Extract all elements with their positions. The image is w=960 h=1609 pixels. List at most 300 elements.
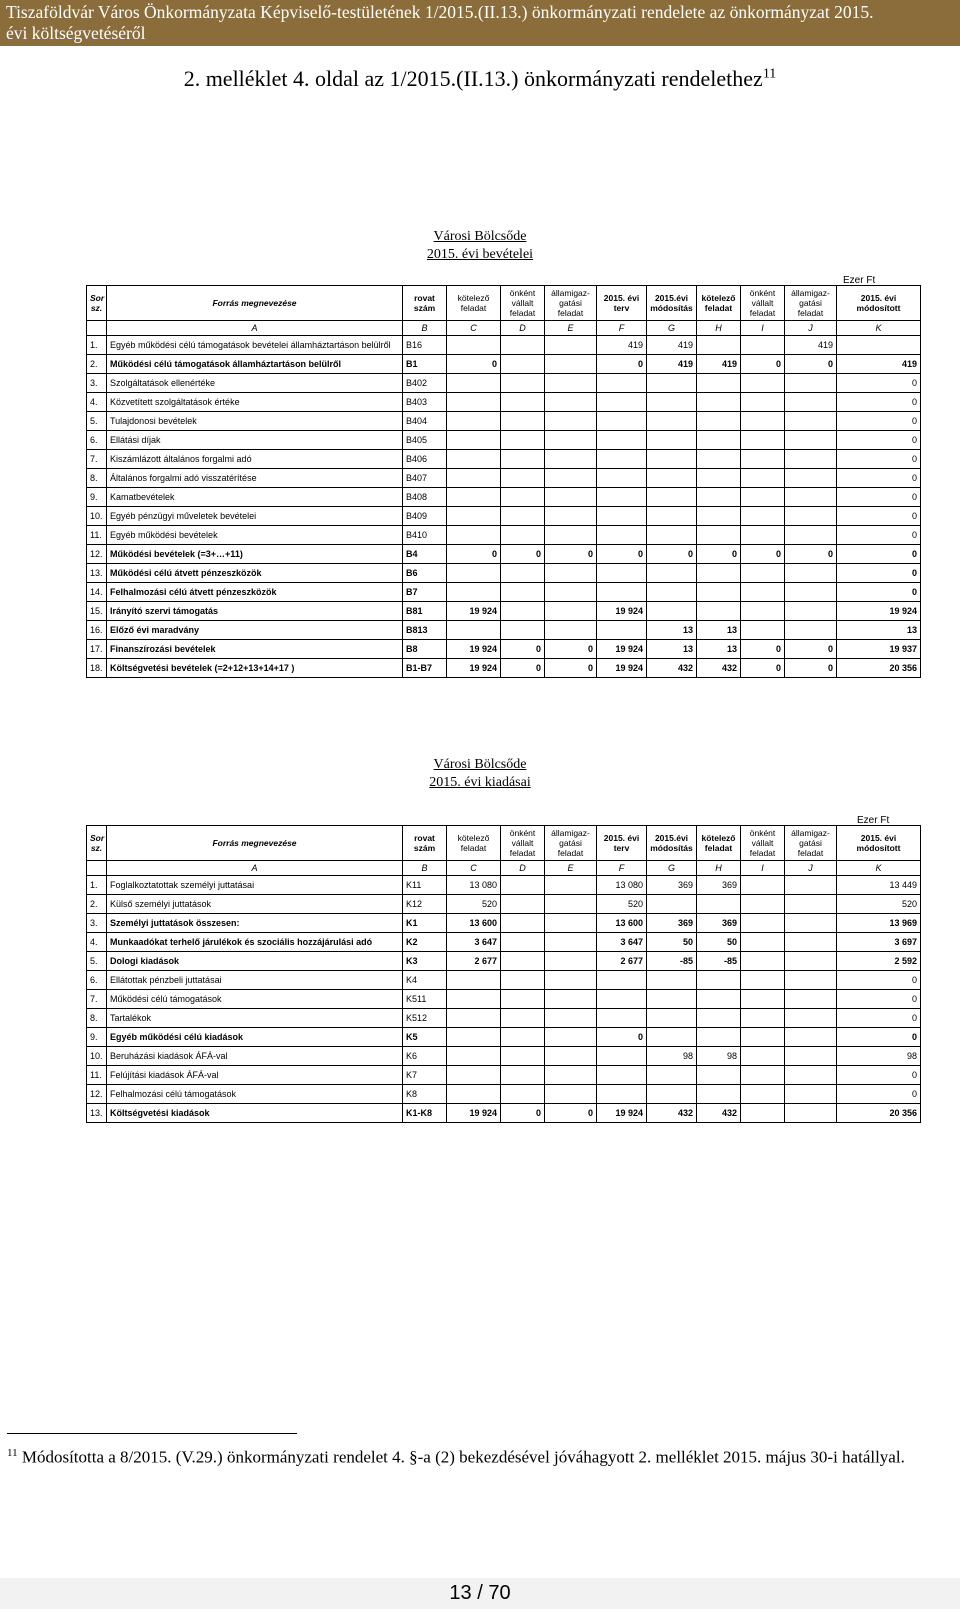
row-value [741,933,785,952]
row-value [545,1028,597,1047]
row-value [597,1047,647,1066]
row-value [741,412,785,431]
row-value [545,507,597,526]
row-value: 19 924 [447,1104,501,1123]
row-value: 0 [837,1009,921,1028]
row-value [545,1047,597,1066]
row-value [785,1028,837,1047]
row-value: 0 [837,526,921,545]
annex-title-text: 2. melléklet 4. oldal az 1/2015.(II.13.) önkormányzati rendelethez [183,66,763,91]
row-value: 0 [837,412,921,431]
row-value: 432 [647,659,697,678]
column-header: kötelező feladat [447,826,501,861]
row-code: B8 [403,640,447,659]
row-name: Közvetített szolgáltatások értéke [107,393,403,412]
column-letter: B [403,861,447,876]
row-value: 0 [501,659,545,678]
expense-title [0,756,960,792]
row-value [785,1047,837,1066]
row-value [647,507,697,526]
column-letter: J [785,861,837,876]
row-value [697,990,741,1009]
row-number: 15. [87,602,107,621]
row-name: Működési célú átvett pénzeszközök [107,564,403,583]
row-code: K7 [403,1066,447,1085]
row-value [501,355,545,374]
row-value [697,374,741,393]
row-value: 0 [741,545,785,564]
column-letter: E [545,861,597,876]
row-value [447,450,501,469]
row-value [447,1066,501,1085]
row-value [501,971,545,990]
row-code: B4 [403,545,447,564]
row-number: 7. [87,990,107,1009]
row-name: Előző évi maradvány [107,621,403,640]
row-value: 0 [741,640,785,659]
row-value [545,583,597,602]
row-value: 369 [697,914,741,933]
table-row [87,336,921,355]
row-value [741,336,785,355]
row-value [785,507,837,526]
row-value [597,393,647,412]
expense-title-line2: 2015. évi kiadásai [429,775,531,790]
page-indicator: 13 / 70 [0,1578,960,1609]
row-number: 12. [87,1085,107,1104]
table-row [87,933,921,952]
row-value [447,1028,501,1047]
row-value [741,990,785,1009]
row-value [697,1066,741,1085]
row-value [447,412,501,431]
row-value: 3 647 [447,933,501,952]
row-value [545,1009,597,1028]
row-value [545,526,597,545]
row-number: 3. [87,374,107,393]
row-number: 6. [87,431,107,450]
row-number: 18. [87,659,107,678]
row-value [697,1009,741,1028]
row-value [785,895,837,914]
row-value [741,1009,785,1028]
row-code: K5 [403,1028,447,1047]
column-header: rovat szám [403,826,447,861]
row-value [647,602,697,621]
row-value: 13 969 [837,914,921,933]
column-letter: C [447,321,501,336]
expense-unit: Ezer Ft [857,815,890,826]
row-number: 1. [87,876,107,895]
row-value [545,488,597,507]
row-value: 2 677 [597,952,647,971]
table-row [87,450,921,469]
column-letter: A [107,861,403,876]
row-name: Felhalmozási célú átvett pénzeszközök [107,583,403,602]
row-value [501,1085,545,1104]
row-value [697,583,741,602]
table-row [87,640,921,659]
row-value: 0 [741,355,785,374]
row-value [447,374,501,393]
row-value [785,914,837,933]
row-value [501,602,545,621]
row-value [741,564,785,583]
row-name: Kiszámlázott általános forgalmi adó [107,450,403,469]
row-value [785,1104,837,1123]
row-value [597,450,647,469]
footnote-number: 11 [7,1447,18,1459]
column-letter: I [741,861,785,876]
column-letter: G [647,321,697,336]
row-code: B407 [403,469,447,488]
row-value [447,1047,501,1066]
row-value: 19 924 [597,659,647,678]
row-value: 419 [785,336,837,355]
row-name: Működési célú támogatások [107,990,403,1009]
row-value [697,564,741,583]
row-name: Munkaadókat terhelő járulékok és szociális hozzájárulási adó [107,933,403,952]
row-value: 369 [647,876,697,895]
row-value: 19 924 [447,640,501,659]
row-value [785,526,837,545]
row-value: 0 [741,659,785,678]
row-value: 19 924 [447,602,501,621]
row-value: 2 592 [837,952,921,971]
column-letter: D [501,861,545,876]
row-value: 0 [545,1104,597,1123]
row-value: 432 [697,1104,741,1123]
table-row [87,659,921,678]
document-header [0,0,960,46]
row-value [545,952,597,971]
row-name: Tartalékok [107,1009,403,1028]
row-name: Tulajdonosi bevételek [107,412,403,431]
row-value [501,621,545,640]
row-value: 432 [697,659,741,678]
row-value [501,990,545,1009]
row-value [501,914,545,933]
column-header: rovat szám [403,286,447,321]
row-value: 19 924 [597,602,647,621]
table-row [87,952,921,971]
row-value [647,1066,697,1085]
table-row [87,876,921,895]
table-row [87,895,921,914]
row-code: K3 [403,952,447,971]
row-value [741,507,785,526]
row-value [647,526,697,545]
income-title [0,228,960,264]
row-value: 13 [647,621,697,640]
row-code: B81 [403,602,447,621]
row-name: Működési bevételek (=3+…+11) [107,545,403,564]
row-code: K6 [403,1047,447,1066]
row-value [597,971,647,990]
row-name: Általános forgalmi adó visszatérítése [107,469,403,488]
row-value [447,621,501,640]
row-code: B16 [403,336,447,355]
row-number: 1. [87,336,107,355]
row-value [697,393,741,412]
column-header: 2015. évi módosított [837,286,921,321]
row-value: 13 449 [837,876,921,895]
row-value [785,876,837,895]
table-row [87,431,921,450]
table-row [87,1104,921,1123]
row-value: 0 [597,545,647,564]
row-value: 0 [837,431,921,450]
row-name: Felújítási kiadások ÁFÁ-val [107,1066,403,1085]
row-value [501,431,545,450]
row-value [597,1066,647,1085]
row-value [501,526,545,545]
row-value [545,564,597,583]
row-value [741,602,785,621]
row-value: 432 [647,1104,697,1123]
row-number: 5. [87,412,107,431]
row-value [501,1066,545,1085]
column-header: államigaz-gatási feladat [785,286,837,321]
row-value [501,393,545,412]
column-letter: H [697,321,741,336]
row-value [741,1028,785,1047]
row-value [501,952,545,971]
row-value: 13 [697,640,741,659]
table-row [87,355,921,374]
row-value: 13 080 [447,876,501,895]
footnote-ref[interactable]: 11 [762,66,777,82]
row-value [741,914,785,933]
column-header: 2015.évi módosítás [647,826,697,861]
column-letter: J [785,321,837,336]
row-number: 11. [87,526,107,545]
row-value [741,393,785,412]
row-value [545,374,597,393]
row-number: 13. [87,1104,107,1123]
row-value [447,990,501,1009]
row-number: 5. [87,952,107,971]
row-value: 419 [837,355,921,374]
row-value [545,1085,597,1104]
row-value: 0 [837,971,921,990]
row-value: 0 [837,469,921,488]
row-value [447,583,501,602]
row-name: Kamatbevételek [107,488,403,507]
row-code: K12 [403,895,447,914]
row-value [785,990,837,1009]
row-value [501,336,545,355]
row-number: 11. [87,1066,107,1085]
row-number: 10. [87,1047,107,1066]
row-value [785,393,837,412]
row-value [697,488,741,507]
row-value [597,1009,647,1028]
row-code: K1 [403,914,447,933]
table-row [87,971,921,990]
row-value: 0 [501,1104,545,1123]
row-name: Felhalmozási célú támogatások [107,1085,403,1104]
row-name: Ellátottak pénzbeli juttatásai [107,971,403,990]
row-value [447,431,501,450]
row-value [647,895,697,914]
row-value [597,488,647,507]
row-code: K4 [403,971,447,990]
column-header: Sor sz. [87,826,107,861]
row-value: 0 [597,355,647,374]
row-value [697,971,741,990]
row-value: 0 [447,545,501,564]
column-header: államigaz-gatási feladat [545,826,597,861]
row-value [597,469,647,488]
row-value: 369 [647,914,697,933]
row-value: 0 [837,583,921,602]
row-value: 0 [837,1028,921,1047]
row-value [447,1009,501,1028]
row-value [545,336,597,355]
expense-title-line1: Városi Bölcsőde [433,757,527,772]
row-value: 0 [597,1028,647,1047]
column-header: Forrás megnevezése [107,826,403,861]
row-value: 0 [837,1085,921,1104]
row-number: 9. [87,1028,107,1047]
row-value: 98 [837,1047,921,1066]
row-value: 0 [785,545,837,564]
row-value: 419 [697,355,741,374]
row-value [647,1009,697,1028]
row-code: B408 [403,488,447,507]
row-value [647,450,697,469]
row-value: 13 600 [597,914,647,933]
letter-cell-empty [87,321,107,336]
row-code: B404 [403,412,447,431]
row-value [501,564,545,583]
row-number: 6. [87,971,107,990]
footnote-separator [7,1433,297,1434]
row-value: 0 [545,659,597,678]
row-code: B406 [403,450,447,469]
row-value [741,583,785,602]
row-value [697,602,741,621]
row-name: Finanszírozási bevételek [107,640,403,659]
row-name: Dologi kiadások [107,952,403,971]
row-value [501,488,545,507]
row-value [741,621,785,640]
row-value: 419 [647,355,697,374]
row-name: Költségvetési bevételek (=2+12+13+14+17 ) [107,659,403,678]
row-value [837,336,921,355]
column-letter: A [107,321,403,336]
row-code: K11 [403,876,447,895]
row-value [785,431,837,450]
row-value [597,564,647,583]
table-row [87,526,921,545]
table-row [87,990,921,1009]
row-value [545,914,597,933]
row-value [501,450,545,469]
letters-row [87,861,921,876]
row-value [447,469,501,488]
row-value: -85 [647,952,697,971]
column-letter: H [697,861,741,876]
row-value: 0 [837,374,921,393]
row-value [697,1085,741,1104]
table-row [87,1047,921,1066]
row-value: 520 [447,895,501,914]
row-value [647,374,697,393]
row-code: B1-B7 [403,659,447,678]
row-value [647,393,697,412]
row-value [647,412,697,431]
row-value: 0 [785,355,837,374]
table-row [87,564,921,583]
row-value [697,450,741,469]
row-name: Egyéb pénzügyi műveletek bevételei [107,507,403,526]
row-code: B410 [403,526,447,545]
row-value: 98 [697,1047,741,1066]
row-value [545,895,597,914]
row-value: 0 [647,545,697,564]
letters-row [87,321,921,336]
row-number: 2. [87,895,107,914]
table-row [87,488,921,507]
row-number: 7. [87,450,107,469]
row-value [741,1066,785,1085]
income-title-line2: 2015. évi bevételei [426,247,534,262]
header-row [87,826,921,861]
row-value: 19 924 [447,659,501,678]
row-value [741,971,785,990]
column-header: államigaz-gatási feladat [545,286,597,321]
table-row [87,621,921,640]
row-value: 3 697 [837,933,921,952]
column-letter: G [647,861,697,876]
row-value [545,1066,597,1085]
table-row [87,914,921,933]
row-name: Szolgáltatások ellenértéke [107,374,403,393]
row-name: Működési célú támogatások államháztartáson belülről [107,355,403,374]
row-value: 50 [647,933,697,952]
column-header: Forrás megnevezése [107,286,403,321]
row-value [597,507,647,526]
expense-table [86,825,921,1123]
row-value: 13 [697,621,741,640]
row-value [697,469,741,488]
table-row [87,1009,921,1028]
row-value [597,526,647,545]
row-code: K2 [403,933,447,952]
row-value [447,507,501,526]
row-value: 520 [837,895,921,914]
row-number: 12. [87,545,107,564]
table-row [87,602,921,621]
table-row [87,412,921,431]
row-code: B813 [403,621,447,640]
column-letter: C [447,861,501,876]
row-value [545,412,597,431]
row-value: 0 [837,450,921,469]
table-row [87,545,921,564]
row-value: 369 [697,876,741,895]
row-value [785,564,837,583]
row-value [647,488,697,507]
row-code: B1 [403,355,447,374]
row-value [447,336,501,355]
row-value [697,412,741,431]
row-number: 4. [87,933,107,952]
row-value: 20 356 [837,659,921,678]
row-name: Beruházási kiadások ÁFÁ-val [107,1047,403,1066]
